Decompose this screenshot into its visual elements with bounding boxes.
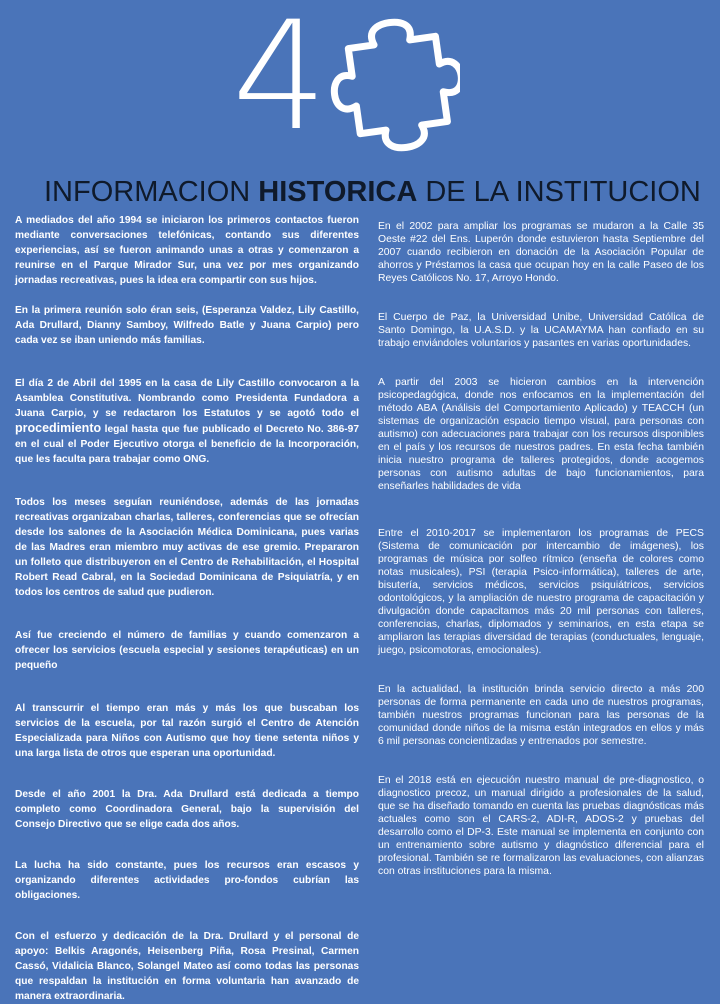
left-paragraph-2: En la primera reunión solo éran seis, (Esperanza Valdez, Lily Castillo, Ada Drullard, Dianny Samboy, Wilfredo Batle y Juana Carpio) pero cada vez se iban uniendo más familias. <box>15 305 359 346</box>
title-highlight: HISTORICA <box>258 176 418 208</box>
hero-graphic <box>0 0 720 175</box>
left-paragraph-4: Todos los meses seguían reuniéndose, además de las jornadas recreativas organizaban charlas, talleres, conferencias que se ofrecían desde los salones de la Asociación Médica Dominicana, pues varias de las Madres eran miembro muy activas de ese gremio. Prepararon un folleto que distribuyeron en el Centro de Rehabilitación, el Hospital Robert Read Cabral, en la Sociedad Dominicana de Psiquiatría, y en todos los centros de salud que pudieron. <box>15 497 359 598</box>
right-paragraph-4: Entre el 2010-2017 se implementaron los programas de PECS (Sistema de comunicación por intercambio de imágenes), los programas de música por solfeo rítmico (enseña de colores como notas musicales), PSI (terapia Psico-informática), talleres de arte, bisutería, servicios médicos, servicios psiquiátricos, servicios odontológicos, y la ampliación de nuestro programa de capacitación y divulgación donde capacitamos más 20 mil personas con talleres, conferencias, charlas, diplomados y seminarios, en esta etapa se ampliaron las terapias diversidad de terapias (conductuales, lenguaje, juego, psicomotoras, emocionales). <box>378 528 704 656</box>
hero-number: 4 <box>232 0 324 164</box>
left-paragraph-9: Con el esfuerzo y dedicación de la Dra. Drullard y el personal de apoyo: Belkis Aragonés, Heisenberg Piña, Rosa Presinal, Carmen Cassó, Vidalicia Blanco, Solangel Mateo así como todas las personas que respaldan la institución en forma voluntaria han avanzado de manera extraordinaria. <box>15 931 359 1002</box>
left-column <box>15 213 359 1004</box>
title-part-3: DE LA INSTITUCION <box>417 176 701 208</box>
page-title <box>44 172 704 212</box>
right-paragraph-6: En el 2018 está en ejecución nuestro manual de pre-diagnostico, o diagnostico precoz, un manual dirigido a profesionales de la salud, que se ha diseñado tomando en cuenta las pruebas diagnósticas más actuales como son el CARS-2, ADI-R, ADOS-2 y pruebas del desarrollo como el DP-3. Este manual se implementa en conjunto con un entrenamiento sobre autismo y diagnóstico diferencial para el profesional. También se re formalizaron las evaluaciones, con alianzas con otras instituciones para la misma. <box>378 775 704 877</box>
left-paragraph-8: La lucha ha sido constante, pues los recursos eran escasos y organizando diferentes actividades pro-fondos cubrían las obligaciones. <box>15 860 359 901</box>
left-paragraph-3 <box>15 376 359 467</box>
right-paragraph-3: A partir del 2003 se hicieron cambios en la intervención psicopedagógica, donde nos enfocamos en la implementación del método ABA (Análisis del Comportamiento Aplicado) y TEACCH (un sistemas de organización espacio tiempo visual, para personas con autismo) con adecuaciones para trabajar con los recursos disponibles en el país y los recursos de nuestros padres. En esta fecha también inicia nuestro programa de talleres protegidos, donde acogemos personas con autismo adultas de bajo funcionamientos, para enseñarles habilidades de vida <box>378 377 704 492</box>
left-paragraph-6: Al transcurrir el tiempo eran más y más los que buscaban los servicios de la escuela, por tal razón surgió el Centro de Atención Especializada para Niños con Autismo que hoy tiene setenta niños y una larga lista de otros que esperan una oportunidad. <box>15 703 359 759</box>
left-paragraph-1: A mediados del año 1994 se iniciaron los primeros contactos fueron mediante conversaciones telefónicas, contando sus diferentes experiencias, así se fueron animando unas a otras y comenzaron a reunirse en el Parque Mirador Sur, una vez por mes organizando jornadas recreativas, pues la idea era compartir con sus hijos. <box>15 215 359 286</box>
right-paragraph-1: En el 2002 para ampliar los programas se mudaron a la Calle 35 Oeste #22 del Ens. Luperón donde estuvieron hasta Septiembre del 2007 cuando recibieron en donación de la Asociación Popular de ahorros y Préstamos la casa que ocupan hoy en la calle Paseo de los Reyes Católicos No. 17, Arroyo Hondo. <box>378 221 704 284</box>
left-paragraph-3-text-a: El día 2 de Abril del 1995 en la casa de Lily Castillo convocaron a la Asamblea Constitutiva. Nombrando como Presidenta Fundadora a Juana Carpio, y se redactaron los Estatutos y se agotó todo el <box>15 378 359 419</box>
title-part-1: INFORMACION <box>44 176 259 208</box>
puzzle-piece-icon <box>328 10 460 160</box>
right-column <box>378 220 704 878</box>
right-paragraph-2: El Cuerpo de Paz, la Universidad Unibe, Universidad Católica de Santo Domingo, la U.A.S.D. y la UCAMAYMA han confiado en su trabajo enviándoles voluntarios y pasantes en varias oportunidades. <box>378 312 704 349</box>
left-paragraph-7: Desde el año 2001 la Dra. Ada Drullard está dedicada a tiempo completo como Coordinadora General, bajo la supervisión del Consejo Directivo que se elige cada dos años. <box>15 789 359 830</box>
left-paragraph-5: Así fue creciendo el número de familias y cuando comenzaron a ofrecer los servicios (escuela especial y sesiones terapéuticas) en un pequeño <box>15 630 359 671</box>
left-paragraph-3-text-b: legal hasta que fue publicado el Decreto No. 386-97 en el cual el Poder Ejecutivo otorga el beneficio de la Incorporación, que les faculta para trabajar como ONG. <box>15 424 359 465</box>
right-paragraph-5: En la actualidad, la institución brinda servicio directo a más 200 personas de forma permanente en cada uno de nuestros programas, también nuestros programas funcionan para las personas de la comunidad donde niños de la misma están integrados en ellos y más 6 mil personas concientizadas y entrenados por semestre. <box>378 684 704 747</box>
left-paragraph-3-emphasis: procedimiento <box>15 421 102 435</box>
